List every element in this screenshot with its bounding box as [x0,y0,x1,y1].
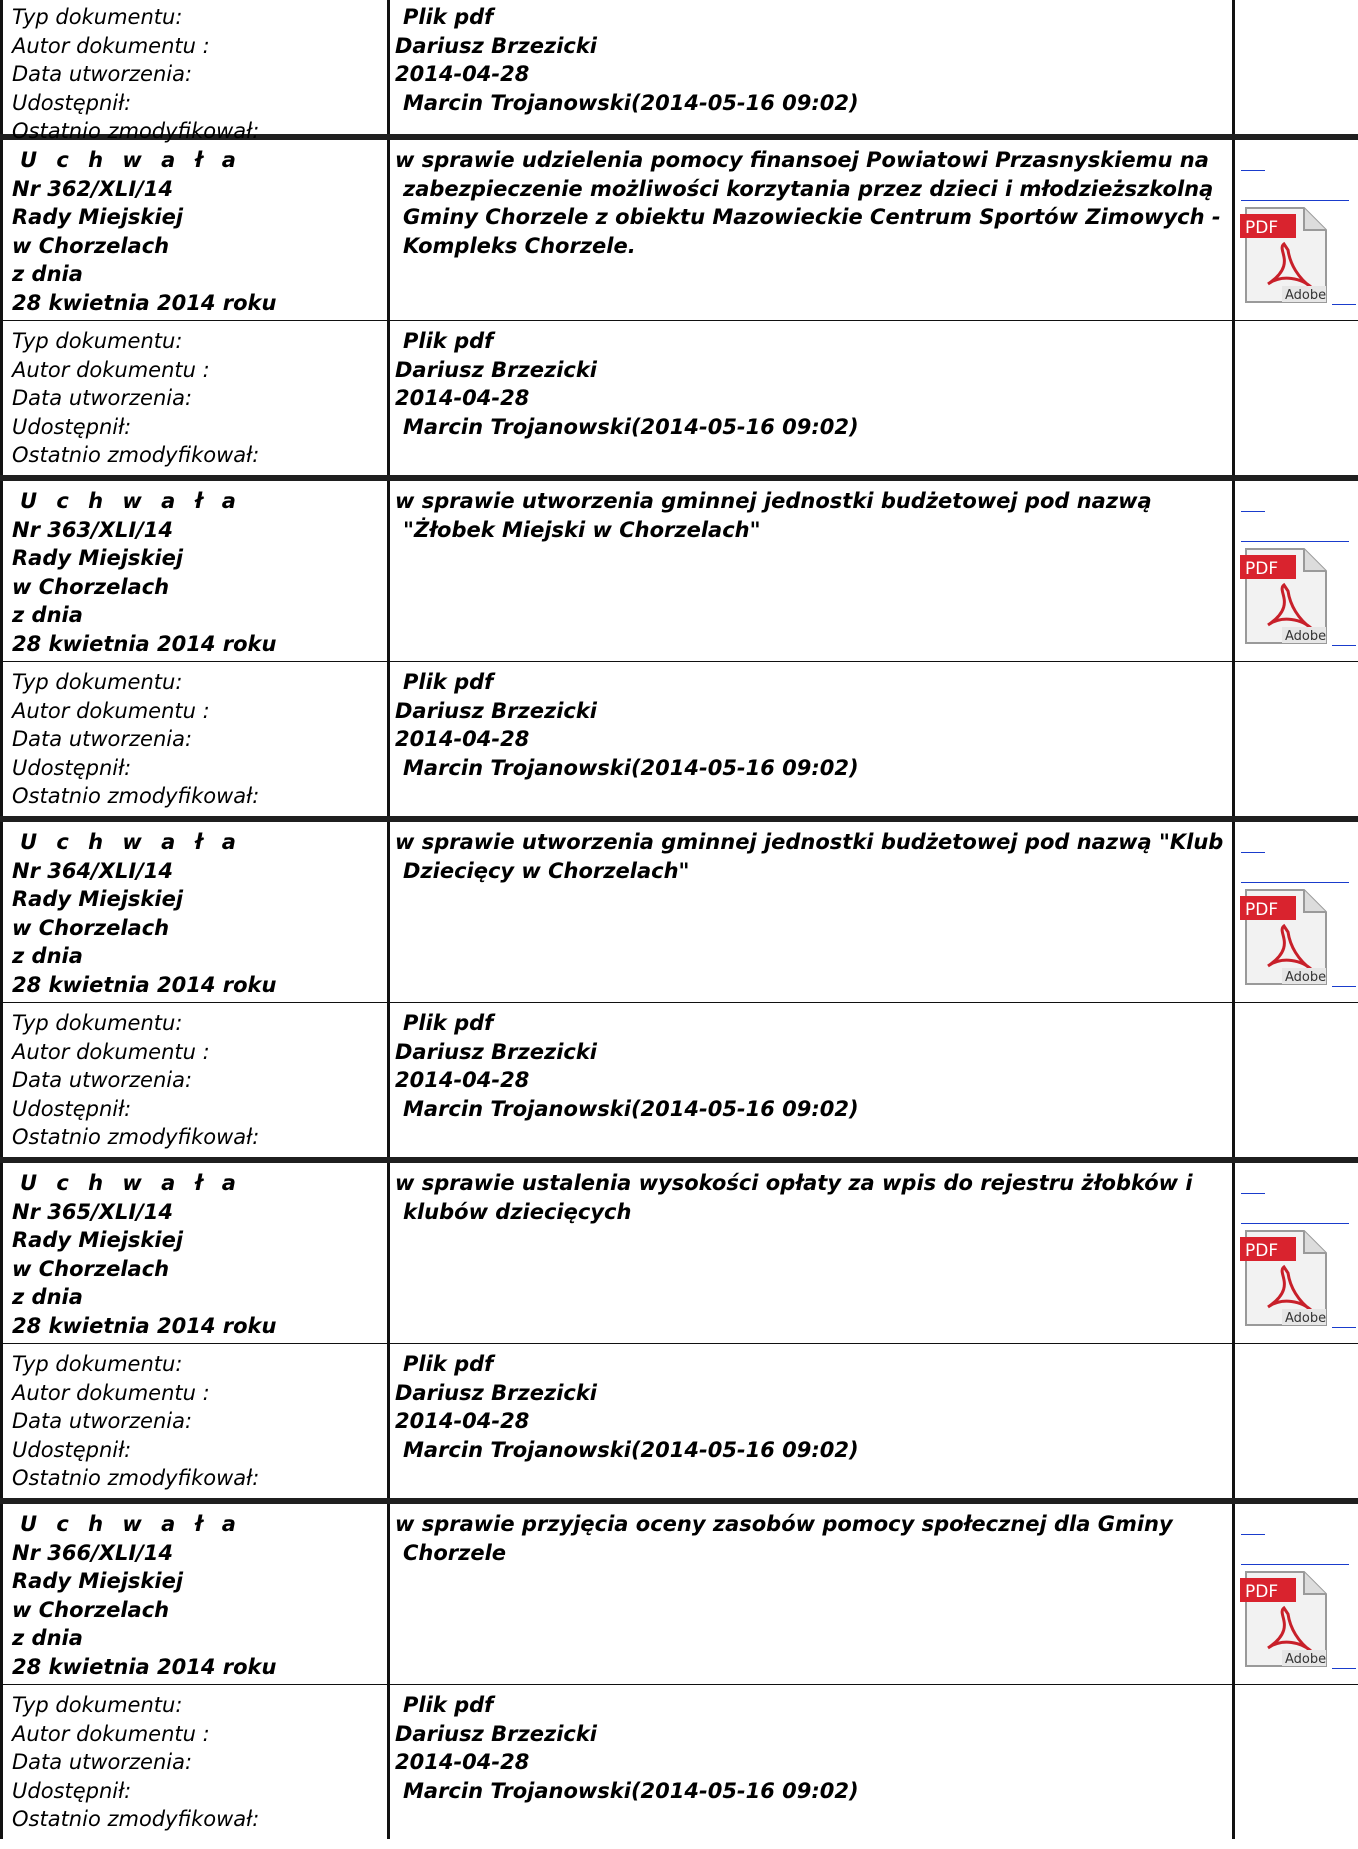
meta-empty-cell [1235,1344,1358,1498]
label-typ: Typ dokumentu: [12,1011,183,1035]
meta-values [390,1344,1235,1498]
meta-values [390,662,1235,816]
resolution-subject-text: w sprawie utworzenia gminnej jednostki budżetowej pod nazwą "Klub Dziecięcy w Chorzelach" [395,830,1224,883]
document-meta-row [0,662,1358,816]
resolution-row [0,1504,1358,1685]
resolution-number: Nr 364/XLI/14 [12,858,174,883]
label-zmodyfikowal: Ostatnio zmodyfikował: [12,443,260,467]
resolution-z-dnia: z dnia [12,944,83,968]
resolution-council: Rady Miejskiej [12,887,184,911]
meta-values [390,1685,1235,1839]
resolution-date: 28 kwietnia 2014 roku [12,1654,277,1679]
resolution-title [3,481,390,661]
resolution-title [3,140,390,320]
document-meta-row [0,1344,1358,1498]
label-autor: Autor dokumentu : [12,698,210,723]
resolution-z-dnia: z dnia [12,1626,83,1650]
resolution-download-cell [1235,822,1358,1002]
resolution-number: Nr 362/XLI/14 [12,176,174,201]
resolution-subject-text: w sprawie utworzenia gminnej jednostki budżetowej pod nazwą "Żłobek Miejski w Chorzelach" [395,489,1152,542]
meta-udostepnil-value: Marcin Trojanowski(2014-05-16 09:02) [403,90,859,115]
resolution-place: w Chorzelach [12,233,170,258]
label-udostepnil: Udostępnił: [12,414,132,439]
meta-typ-value: Plik pdf [403,329,494,353]
label-data: Data utworzenia: [12,1409,193,1433]
resolution-heading: U c h w a ł a [20,1171,242,1195]
label-zmodyfikowal: Ostatnio zmodyfikował: [12,1807,260,1831]
pdf-adobe-icon[interactable] [1238,1568,1334,1670]
resolution-heading: U c h w a ł a [20,830,242,854]
resolution-number: Nr 363/XLI/14 [12,517,174,542]
download-link[interactable] [1241,1171,1341,1197]
resolution-title [3,1163,390,1343]
meta-typ-value: Plik pdf [403,1352,494,1376]
resolution-place: w Chorzelach [12,1597,170,1622]
meta-empty-cell [1235,0,1358,134]
meta-values [390,321,1235,475]
meta-values [390,0,1235,134]
download-link-tail[interactable] [1332,304,1356,305]
document-meta-row [0,0,1358,143]
label-autor: Autor dokumentu : [12,357,210,382]
meta-values [390,1003,1235,1157]
label-udostepnil: Udostępnił: [12,90,132,115]
meta-data-value: 2014-04-28 [395,727,530,751]
meta-udostepnil-value: Marcin Trojanowski(2014-05-16 09:02) [403,1778,859,1803]
resolution-heading: U c h w a ł a [20,489,242,513]
meta-udostepnil-value: Marcin Trojanowski(2014-05-16 09:02) [403,1096,859,1121]
meta-data-value: 2014-04-28 [395,62,530,86]
document-meta-row [0,1685,1358,1839]
meta-labels [3,1685,390,1839]
pdf-label: PDF [1245,1241,1279,1261]
resolution-date: 28 kwietnia 2014 roku [12,972,277,997]
resolution-heading: U c h w a ł a [20,1512,242,1536]
label-zmodyfikowal: Ostatnio zmodyfikował: [12,1125,260,1149]
label-autor: Autor dokumentu : [12,1039,210,1064]
meta-labels [3,0,390,143]
resolution-download-cell [1235,481,1358,661]
resolution-number: Nr 365/XLI/14 [12,1199,174,1224]
resolution-date: 28 kwietnia 2014 roku [12,631,277,656]
document-meta-row [0,321,1358,475]
label-autor: Autor dokumentu : [12,1721,210,1746]
pdf-adobe-icon[interactable] [1238,204,1334,306]
label-udostepnil: Udostępnił: [12,755,132,780]
resolution-z-dnia: z dnia [12,603,83,627]
resolution-subject-text: w sprawie ustalenia wysokości opłaty za wpis do rejestru żłobków i klubów dziecięcych [395,1171,1193,1224]
download-link-tail[interactable] [1332,1668,1356,1669]
label-data: Data utworzenia: [12,386,193,410]
pdf-label: PDF [1245,559,1279,579]
meta-autor-value: Dariusz Brzezicki [395,357,598,382]
resolution-z-dnia: z dnia [12,1285,83,1309]
adobe-label: Adobe [1285,970,1327,985]
resolution-row [0,1163,1358,1344]
meta-autor-value: Dariusz Brzezicki [395,1721,598,1746]
meta-typ-value: Plik pdf [403,5,494,29]
resolution-row [0,481,1358,662]
adobe-label: Adobe [1285,1652,1327,1667]
meta-labels [3,1344,390,1498]
resolution-council: Rady Miejskiej [12,1569,184,1593]
adobe-label: Adobe [1285,288,1327,303]
label-data: Data utworzenia: [12,62,193,86]
meta-labels [3,321,390,475]
meta-typ-value: Plik pdf [403,670,494,694]
meta-empty-cell [1235,1003,1358,1157]
resolution-z-dnia: z dnia [12,262,83,286]
resolution-place: w Chorzelach [12,574,170,599]
resolution-number: Nr 366/XLI/14 [12,1540,174,1565]
download-link[interactable] [1241,830,1341,856]
meta-autor-value: Dariusz Brzezicki [395,1039,598,1064]
download-link[interactable] [1241,1512,1341,1538]
pdf-label: PDF [1245,1582,1279,1602]
label-typ: Typ dokumentu: [12,670,183,694]
resolution-subject [390,481,1235,661]
meta-udostepnil-value: Marcin Trojanowski(2014-05-16 09:02) [403,755,859,780]
meta-labels [3,1003,390,1157]
download-link-tail[interactable] [1332,986,1356,987]
label-zmodyfikowal: Ostatnio zmodyfikował: [12,784,260,808]
resolution-subject [390,1163,1235,1343]
meta-typ-value: Plik pdf [403,1693,494,1717]
label-udostepnil: Udostępnił: [12,1096,132,1121]
meta-labels [3,662,390,816]
resolution-subject-text: w sprawie udzielenia pomocy finansoej Powiatowi Przasnyskiemu na zabezpieczenie możliwości korzytania przez dzieci i młodzieższkolną Gminy Chorzele z obiektu Mazowieckie Centrum Sportów Zimowych - Kompleks Chorzele. [395,148,1221,258]
download-link[interactable] [1241,148,1341,174]
pdf-label: PDF [1245,218,1279,238]
resolution-council: Rady Miejskiej [12,205,184,229]
label-typ: Typ dokumentu: [12,329,183,353]
resolution-download-cell [1235,1163,1358,1343]
label-typ: Typ dokumentu: [12,5,183,29]
resolution-heading: U c h w a ł a [20,148,242,172]
resolution-download-cell [1235,1504,1358,1684]
label-zmodyfikowal: Ostatnio zmodyfikował: [12,1466,260,1490]
resolution-subject [390,822,1235,1002]
download-link[interactable] [1241,489,1341,515]
resolution-title [3,822,390,1002]
resolution-row [0,822,1358,1003]
label-data: Data utworzenia: [12,1750,193,1774]
download-link-tail[interactable] [1332,1327,1356,1328]
label-udostepnil: Udostępnił: [12,1437,132,1462]
resolution-row [0,140,1358,321]
pdf-adobe-icon[interactable] [1238,1227,1334,1329]
meta-empty-cell [1235,662,1358,816]
resolution-place: w Chorzelach [12,1256,170,1281]
document-meta-row [0,1003,1358,1157]
label-autor: Autor dokumentu : [12,1380,210,1405]
meta-data-value: 2014-04-28 [395,1068,530,1092]
resolution-subject [390,1504,1235,1684]
meta-typ-value: Plik pdf [403,1011,494,1035]
meta-autor-value: Dariusz Brzezicki [395,698,598,723]
meta-data-value: 2014-04-28 [395,1750,530,1774]
label-zmodyfikowal: Ostatnio zmodyfikował: [12,119,260,143]
adobe-label: Adobe [1285,1311,1327,1326]
resolution-date: 28 kwietnia 2014 roku [12,290,277,315]
pdf-adobe-icon[interactable] [1238,545,1334,647]
label-autor: Autor dokumentu : [12,33,210,58]
resolution-place: w Chorzelach [12,915,170,940]
meta-udostepnil-value: Marcin Trojanowski(2014-05-16 09:02) [403,414,859,439]
label-data: Data utworzenia: [12,727,193,751]
meta-empty-cell [1235,321,1358,475]
resolution-date: 28 kwietnia 2014 roku [12,1313,277,1338]
download-link-tail[interactable] [1332,645,1356,646]
label-data: Data utworzenia: [12,1068,193,1092]
meta-autor-value: Dariusz Brzezicki [395,33,598,58]
resolution-download-cell [1235,140,1358,320]
label-typ: Typ dokumentu: [12,1352,183,1376]
label-udostepnil: Udostępnił: [12,1778,132,1803]
resolution-title [3,1504,390,1684]
resolution-council: Rady Miejskiej [12,546,184,570]
meta-data-value: 2014-04-28 [395,386,530,410]
resolution-council: Rady Miejskiej [12,1228,184,1252]
meta-udostepnil-value: Marcin Trojanowski(2014-05-16 09:02) [403,1437,859,1462]
pdf-label: PDF [1245,900,1279,920]
adobe-label: Adobe [1285,629,1327,644]
pdf-adobe-icon[interactable] [1238,886,1334,988]
resolution-subject-text: w sprawie przyjęcia oceny zasobów pomocy społecznej dla Gminy Chorzele [395,1512,1173,1565]
meta-data-value: 2014-04-28 [395,1409,530,1433]
resolution-subject [390,140,1235,320]
meta-autor-value: Dariusz Brzezicki [395,1380,598,1405]
label-typ: Typ dokumentu: [12,1693,183,1717]
meta-empty-cell [1235,1685,1358,1839]
